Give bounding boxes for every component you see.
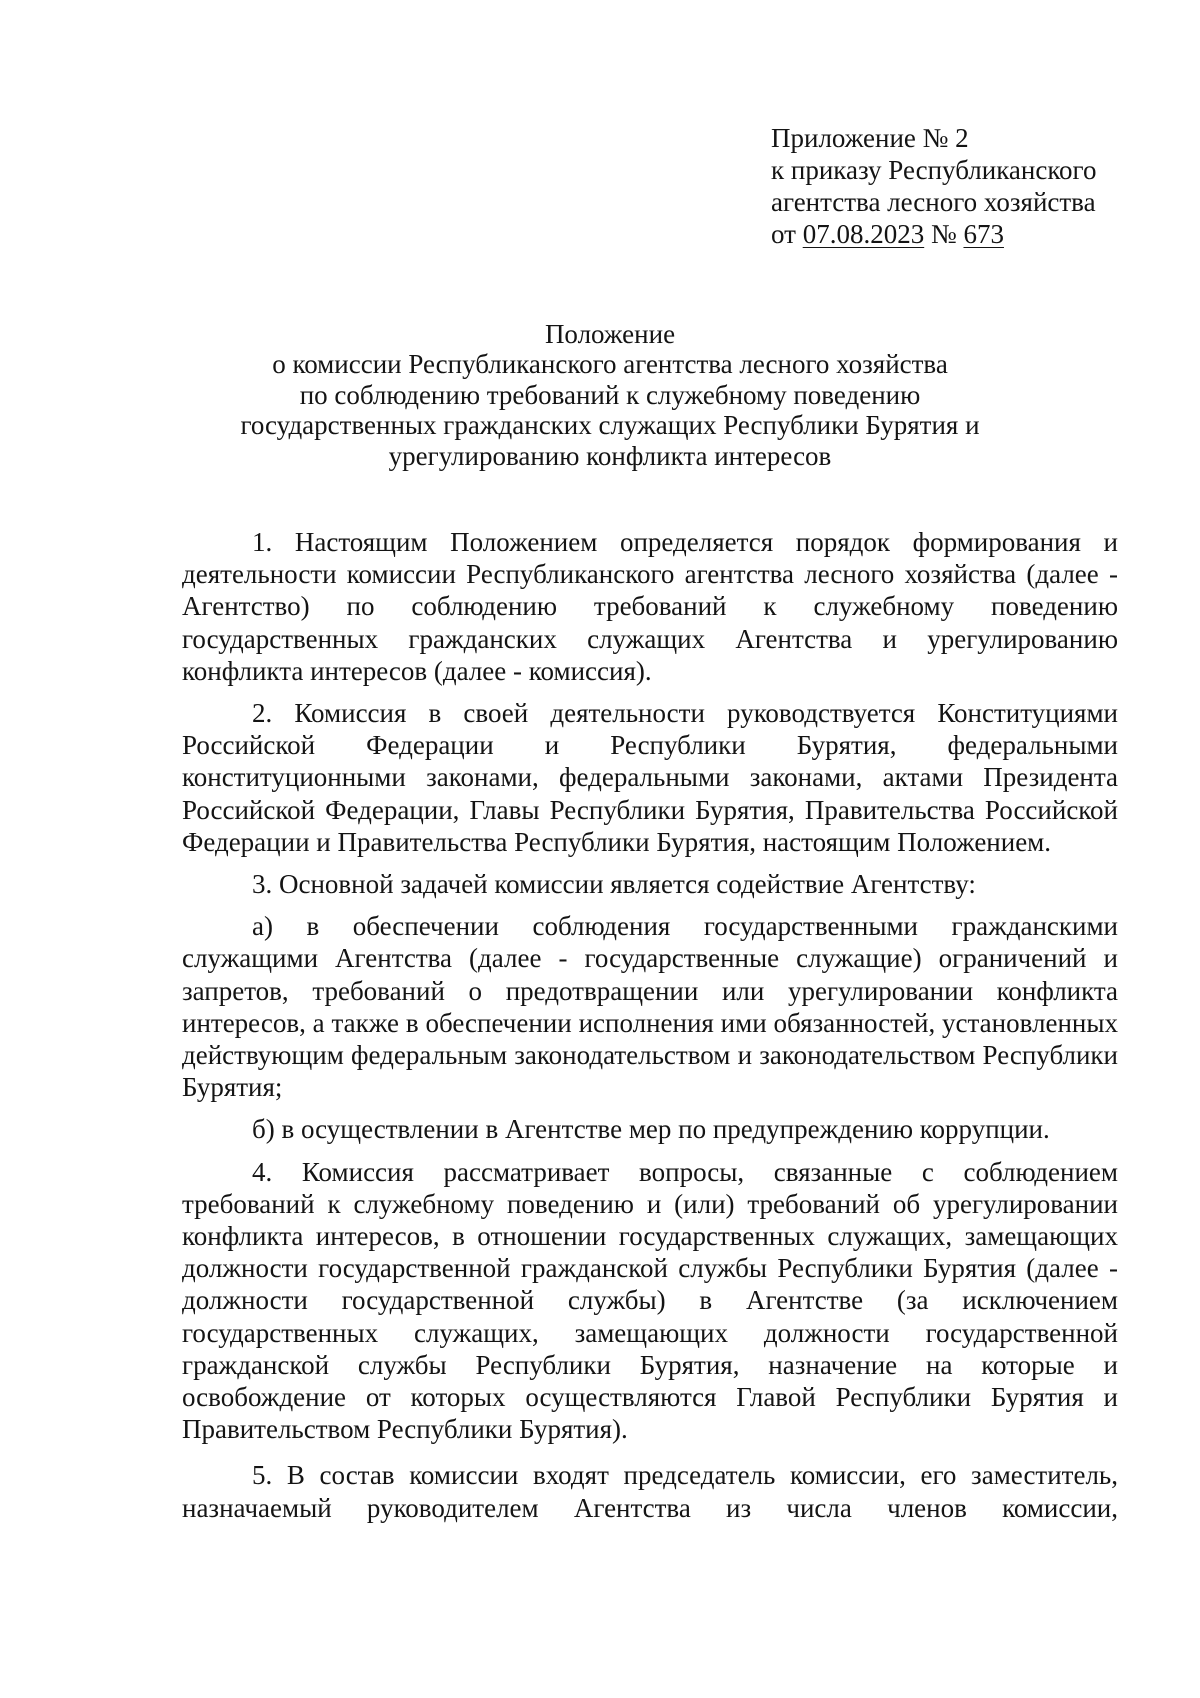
- appendix-number-prefix: №: [924, 219, 964, 249]
- title-line-4: государственных гражданских служащих Республики Бурятия и: [240, 410, 980, 441]
- paragraph-3b: б) в осуществлении в Агентстве мер по предупреждению коррупции.: [252, 1114, 1050, 1145]
- paragraph-3a: а) в обеспечении соблюдения государственными гражданскими служащими Агентства (далее - государственные служащие) ограничений и запретов, требований о предотвращении или урегулировании конфликта интересов, а также в обеспечении исполнения ими обязанностей, установленных действующим федеральным законодательством и законодательством Республики Бурятия;: [182, 911, 1118, 1103]
- appendix-order-ref: к приказу Республиканского: [771, 155, 1097, 185]
- paragraph-1: 1. Настоящим Положением определяется порядок формирования и деятельности комиссии Республиканского агентства лесного хозяйства (далее - Агентство) по соблюдению требований к служебному поведению государственных гражданских служащих Агентства и урегулированию конфликта интересов (далее - комиссия).: [182, 527, 1118, 686]
- document-title: [180, 319, 1040, 471]
- paragraph-5: 5. В состав комиссии входят председатель комиссии, его заместитель, назначаемый руководителем Агентства из числа членов комиссии,: [182, 1460, 1118, 1523]
- appendix-number: Приложение № 2: [771, 123, 969, 153]
- title-line-3: по соблюдению требований к служебному поведению: [299, 379, 921, 410]
- appendix-agency: агентства лесного хозяйства: [771, 187, 1096, 217]
- appendix-date: 07.08.2023: [802, 219, 925, 249]
- appendix-date-prefix: от: [771, 219, 803, 249]
- title-line-2: о комиссии Республиканского агентства лесного хозяйства: [272, 349, 948, 380]
- title-line-1: Положение: [544, 319, 676, 349]
- appendix-order-number: 673: [963, 219, 1004, 249]
- appendix-date-line: [771, 218, 1096, 250]
- title-line-5: урегулированию конфликта интересов: [388, 440, 832, 471]
- appendix-header: [771, 122, 1096, 250]
- paragraph-4: 4. Комиссия рассматривает вопросы, связанные с соблюдением требований к служебному поведению и (или) требований об урегулировании конфликта интересов, в отношении государственных служащих, замещающих должности государственной гражданской службы Республики Бурятия (далее - должности государственной службы) в Агентстве (за исключением государственных служащих, замещающих должности государственной гражданской службы Республики Бурятия, назначение на которые и освобождение от которых осуществляются Главой Республики Бурятия и Правительством Республики Бурятия).: [182, 1156, 1118, 1445]
- paragraph-3: 3. Основной задачей комиссии является содействие Агентству:: [252, 869, 976, 900]
- document-body: [182, 526, 1118, 1524]
- paragraph-2: 2. Комиссия в своей деятельности руководствуется Конституциями Российской Федерации и Республики Бурятия, федеральными конституционными законами, федеральными законами, актами Президента Российской Федерации, Главы Республики Бурятия, Правительства Российской Федерации и Правительства Республики Бурятия, настоящим Положением.: [182, 698, 1118, 857]
